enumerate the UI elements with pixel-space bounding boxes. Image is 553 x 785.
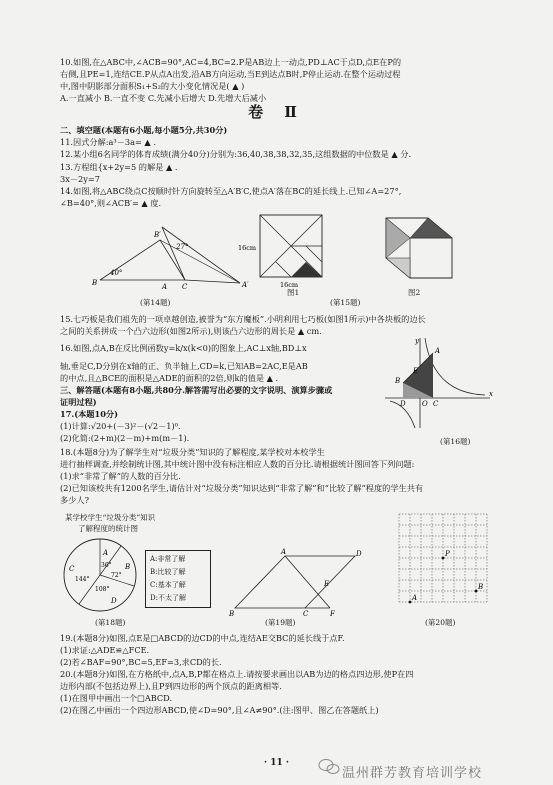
text-line-q20b: 边形内部(不包括边界上),且P到四边形的两个顶点的距离相等.: [60, 681, 282, 691]
label-27: 27°: [176, 243, 189, 251]
text-line-q19b: (1)求证:△ADE≌△FCE.: [60, 645, 150, 655]
label-A: A: [162, 283, 168, 291]
figure-18-pie: [55, 535, 145, 615]
caption-fig18: (第18题): [95, 618, 126, 627]
label-D: D: [356, 550, 362, 558]
figure-19: [225, 548, 375, 618]
figure-16: [385, 333, 495, 433]
wechat-icon: [318, 758, 340, 776]
legend-item: C:基本了解: [150, 581, 186, 589]
label-E: E: [413, 367, 419, 375]
text-line-s3b: 证明过程): [60, 397, 97, 407]
text-line-q15b: 之间的关系拼成一个凸六边形(如图2所示),则该凸六边形的周长是 ▲ cm.: [60, 326, 322, 336]
grid-point-B: [475, 590, 478, 593]
text-line-q15a: 15.七巧板是我们祖先的一项卓越创造,被誉为“东方魔板”.小明利用七巧板(如图1所示)中各块板的边长: [60, 314, 426, 324]
label-E: E: [324, 580, 330, 588]
label-C: C: [433, 400, 439, 408]
caption-fig15-1: 图1: [287, 288, 300, 297]
grid-label-A: A: [412, 594, 418, 602]
text-line-q18e: 多少人?: [60, 495, 89, 505]
pie-angle-108: 108°: [95, 586, 110, 593]
grid-point-P: [442, 557, 445, 560]
label-B1: B′: [154, 231, 161, 239]
text-line-s3: 三、解答题(本题有8小题,共80分.解答需写出必要的文字说明、演算步骤或: [60, 385, 333, 395]
figure-20-grid: [395, 510, 491, 610]
text-line-s2: 二、填空题(本题有6小题,每小题5分,共30分): [60, 125, 228, 135]
watermark: 温州群芳教育培训学校: [342, 766, 483, 781]
text-line-q16a: 16.如图,点A,B在反比例函数y=k/x(k<0)的图象上,AC⊥x轴,BD⊥x: [60, 343, 307, 353]
pie-angle-144: 144°: [75, 576, 90, 583]
label-O: O: [422, 400, 428, 408]
pie-angle-72: 72°: [111, 572, 122, 579]
caption-fig15-2: 图2: [408, 288, 421, 297]
grid-point-A: [409, 601, 412, 604]
caption-fig16: (第16题): [440, 437, 471, 446]
label-40: 40°: [110, 269, 123, 277]
pie-label-D: D: [111, 597, 117, 605]
grid-label-P: P: [445, 550, 450, 558]
label-A1: A′: [242, 281, 249, 289]
text-line-q20a: 20.(本题8分)如图,在方格纸中,点A,B,P都在格点上.请按要求画出以AB为边的格点四边形,使P在四: [60, 669, 414, 679]
dim-vertical: 16cm: [238, 244, 257, 252]
pie-label-C: C: [69, 565, 75, 573]
text-line-q17a: (1)计算:√20+(－3)²－(√2－1)⁰.: [60, 421, 181, 431]
text-line-q10c: 中,图中阴影部分面积S₁+S₂的大小变化情况是( ▲ ): [60, 81, 245, 91]
text-line-q17b: (2)化简:(2+m)(2－m)+m(m－1).: [60, 433, 190, 443]
label-A: A: [435, 347, 441, 355]
label-y: y: [415, 337, 419, 345]
text-line-q18c: (1)求“非常了解”的人数的百分比.: [60, 471, 181, 481]
label-C: C: [182, 283, 188, 291]
text-line-q10a: 10.如图,在△ABC中,∠ACB=90°,AC=4,BC=2.P是AB边上一动点,PD⊥AC于点D,点E在P的: [60, 57, 402, 67]
label-B: B: [229, 610, 235, 618]
caption-fig15: (第15题): [330, 298, 361, 307]
text-line-q20d: (2)在图乙中画出一个四边形ABCD,使∠D=90°,且∠A≠90°.(注:图甲、图乙在答题纸上): [60, 705, 379, 715]
text-line-q16b: 轴,垂足C,D分别在x轴的正、负半轴上,CD=k,已知AB=2AC,E是AB: [60, 361, 308, 371]
text-line-q10b: 右侧,且PE=1,连结CE.P从点A出发,沿AB方向运动,当E到达点B时,P停止运动.在整个运动过程: [60, 69, 401, 79]
section-title: 卷 Ⅱ: [248, 103, 305, 121]
legend-item: B:比较了解: [150, 568, 186, 576]
text-line-q19a: 19.(本题8分)如图,点E是□ABCD的边CD的中点,连结AE交BC的延长线于点F.: [60, 633, 345, 643]
fig18-title-1: 某学校学生“垃圾分类”知识: [65, 513, 156, 522]
text-line-q11: 11.因式分解:a³－3a= ▲ .: [60, 137, 156, 147]
fig18-legend: [145, 550, 211, 608]
label-x: x: [489, 390, 493, 398]
caption-fig14: (第14题): [140, 298, 171, 307]
label-B: B: [395, 377, 401, 385]
legend-item: D:不太了解: [150, 594, 186, 602]
text-line-q19c: (2)若∠BAF=90°,BC=5,EF=3,求CD的长.: [60, 657, 222, 667]
text-line-q18b: 进行抽样调查,并绘制统计图,其中统计图中没有标注相应人数的百分比.请根据统计图回答下列问题:: [60, 459, 415, 469]
text-line-q12: 12.某小组6名同学的体育成绩(满分40分)分别为:36,40,38,38,32,35,这组数据的中位数是 ▲ 分.: [60, 149, 412, 159]
fig18-title-2: 了解程度的统计图: [78, 524, 138, 533]
label-A: A: [281, 548, 287, 556]
grid-label-B: B: [478, 583, 484, 591]
caption-fig19: (第19题): [265, 618, 296, 627]
text-line-q18d: (2)已知该校共有1200名学生,请估计对“垃圾分类”知识达到“非常了解”和“比较了解”程度的学生共有: [60, 483, 424, 493]
label-B: B: [92, 279, 98, 287]
legend-item: A:非常了解: [150, 555, 186, 563]
text-line-q18a: 18.(本题8分)为了解学生对“垃圾分类”知识的了解程度,某学校对本校学生: [60, 447, 325, 457]
text-line-q17: 17.(本题10分): [60, 409, 118, 419]
text-line-q20c: (1)在图甲中画出一个□ABCD.: [60, 693, 173, 703]
text-line-q16c: 的中点,且△BCE的面积是△ADE的面积的2倍,则k的值是 ▲ .: [60, 373, 279, 383]
text-line-q14a: 14.如图,将△ABC绕点C按顺时针方向旋转至△A′B′C,使点A′落在BC的延长线上.已知∠A=27°,: [60, 186, 402, 196]
text-line-q13b: 3x－2y=7: [60, 174, 100, 184]
text-line-q10d: A.一直减小 B.一直不变 C.先减小后增大 D.先增大后减小: [60, 93, 267, 103]
label-F: F: [330, 610, 335, 618]
pie-angle-36: 36°: [101, 562, 112, 569]
figure-14: [90, 215, 250, 290]
pie-label-B: B: [125, 563, 131, 571]
text-line-q13a: 13.方程组{x+2y=5 的解是 ▲ .: [60, 162, 178, 172]
label-C: C: [303, 610, 309, 618]
text-line-q14b: ∠B=40°,则∠ACB′= ▲ 度.: [60, 198, 162, 208]
label-D: D: [400, 400, 406, 408]
pie-label-A: A: [103, 549, 109, 557]
caption-fig20: (第20题): [425, 618, 456, 627]
figure-15: [238, 210, 468, 290]
dim-horizontal: 16cm: [280, 281, 299, 289]
page-number: · 11 ·: [263, 758, 290, 768]
